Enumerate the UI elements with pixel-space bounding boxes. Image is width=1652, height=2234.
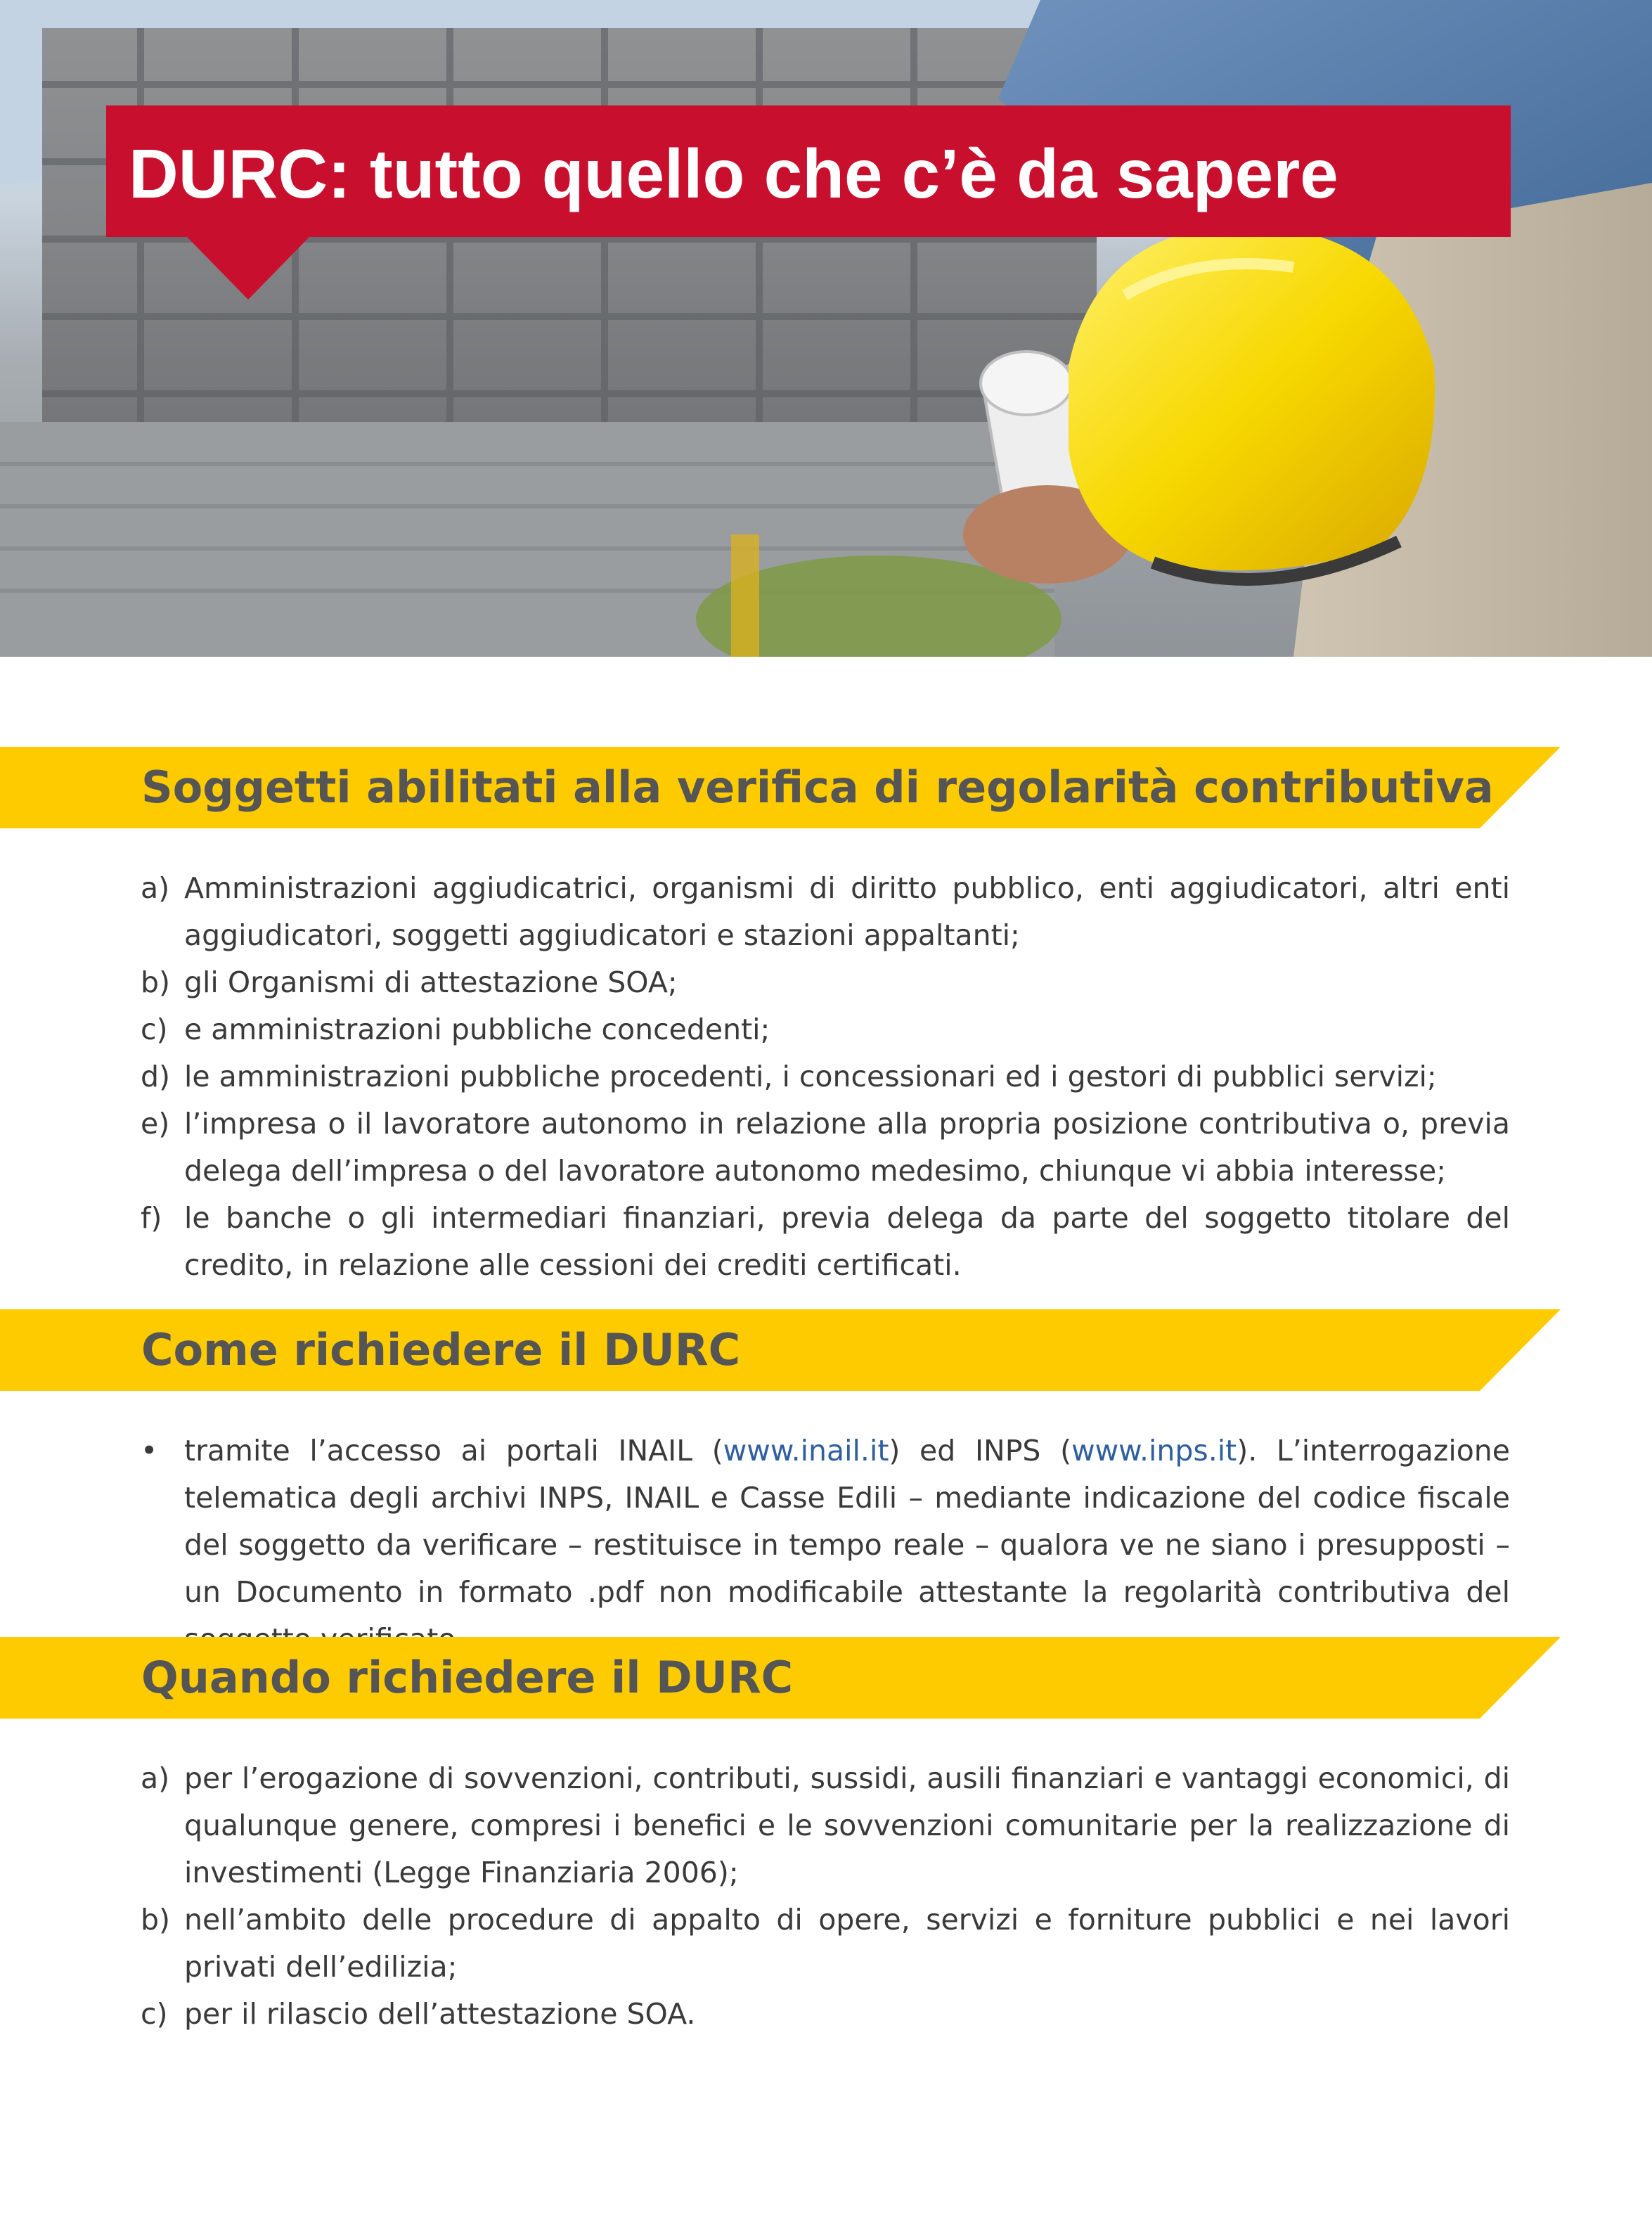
soggetti-list [141, 865, 1510, 1289]
list-marker: a) [141, 1761, 170, 1795]
list-marker: b) [141, 1903, 171, 1937]
list-item-text: e amministrazioni pubbliche concedenti; [184, 1013, 770, 1046]
inps-link[interactable]: www.inps.it [1071, 1434, 1237, 1468]
list-item-text: nell’ambito delle procedure di appalto di opere, servizi e forniture pubblici e nei lavori privati dell’edilizia; [184, 1903, 1510, 1984]
list-marker: d) [141, 1060, 171, 1093]
list-item [141, 1195, 1510, 1289]
list-marker: e) [141, 1107, 170, 1141]
list-marker: a) [141, 871, 170, 905]
section-title-quando: Quando richiedere il DURC [141, 1652, 794, 1703]
hero-image [0, 0, 1652, 657]
list-item-text: le amministrazioni pubbliche procedenti, i concessionari ed i gestori di pubblici servizi; [184, 1060, 1437, 1093]
list-item [141, 1991, 1510, 2038]
list-item-text: l’impresa o il lavoratore autonomo in relazione alla propria posizione contributiva o, previa delega dell’impresa o del lavoratore autonomo medesimo, chiunque vi abbia interesse; [184, 1107, 1510, 1188]
list-item [141, 1006, 1510, 1053]
list-item-text: per il rilascio dell’attestazione SOA. [184, 1997, 696, 2031]
list-item-text: le banche o gli intermediari finanziari, previa delega da parte del soggetto titolare del credito, in relazione alle cessioni dei crediti certificati. [184, 1201, 1510, 1282]
list-item-text: Amministrazioni aggiudicatrici, organismi di diritto pubblico, enti aggiudicatori, altri enti aggiudicatori, soggetti aggiudicatori e stazioni appaltanti; [184, 871, 1510, 952]
list-item [141, 1053, 1510, 1100]
list-item [141, 865, 1510, 959]
list-marker: c) [141, 1997, 168, 2031]
list-item [141, 1896, 1510, 1991]
come-list [141, 1427, 1510, 1663]
list-item-text: per l’erogazione di sovvenzioni, contributi, sussidi, ausili finanziari e vantaggi economici, di qualunque genere, compresi i benefici e le sovvenzioni comunitarie per la realizzazione di investimenti (Legge Finanziaria 2006); [184, 1761, 1510, 1889]
page-title: DURC: tutto quello che c’è da sapere [129, 135, 1338, 212]
list-item [141, 1755, 1510, 1896]
list-item-text: ) ed INPS ( [889, 1434, 1072, 1468]
list-item [141, 959, 1510, 1006]
title-banner-notch [186, 236, 310, 300]
list-marker: c) [141, 1013, 168, 1046]
list-item-text: ). L’interrogazione telematica degli archivi INPS, INAIL e Casse Edili – mediante indicazione del codice fiscale del soggetto da verificare – restituisce in tempo reale – qualora ve ne siano i presupposti – un Documento in formato .pdf non modificabile attestante la regolarità contributiva del [184, 1434, 1511, 1609]
construction-worker-photo [0, 0, 1652, 657]
list-item-text: gli Organismi di attestazione SOA; [184, 965, 678, 999]
list-marker: f) [141, 1201, 162, 1235]
inail-link[interactable]: www.inail.it [723, 1434, 889, 1468]
list-marker: b) [141, 965, 171, 999]
list-item [141, 1100, 1510, 1195]
bullet-marker: • [141, 1434, 158, 1468]
list-item-text: tramite l’accesso ai portali INAIL ( [184, 1434, 723, 1468]
list-item [141, 1427, 1510, 1663]
section-title-come: Come richiedere il DURC [141, 1324, 741, 1375]
quando-list [141, 1755, 1510, 2038]
section-title-soggetti: Soggetti abilitati alla verifica di regolarità contributiva [141, 762, 1494, 813]
